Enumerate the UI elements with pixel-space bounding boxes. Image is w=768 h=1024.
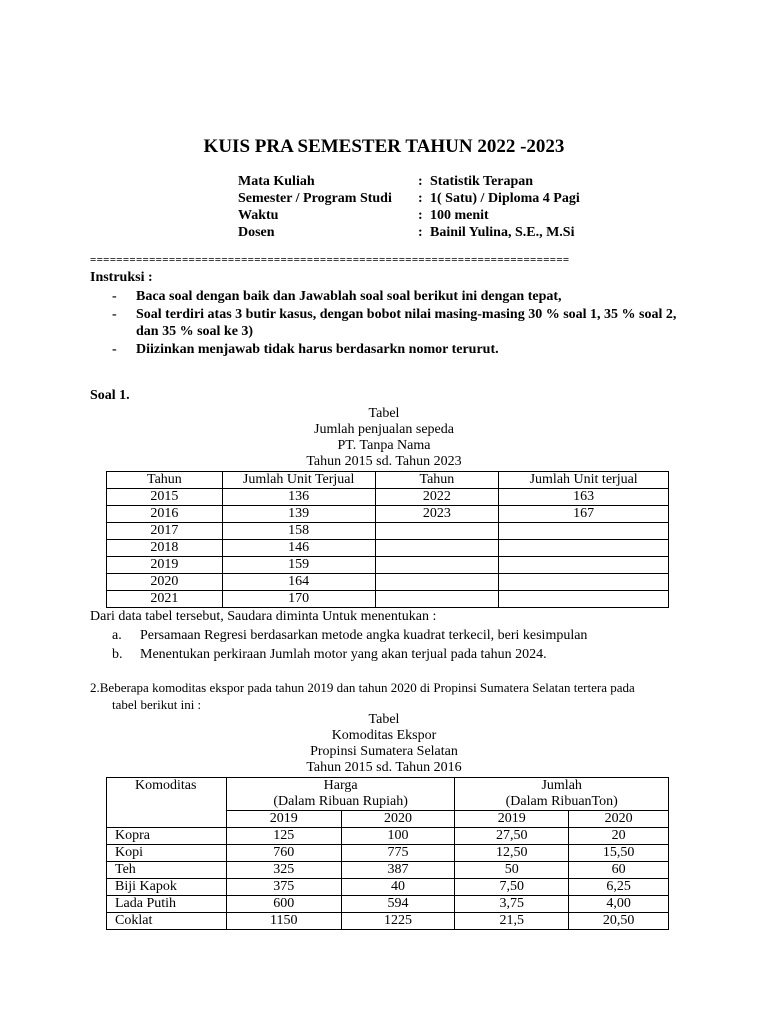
table-cell: 15,50 xyxy=(569,845,669,862)
table-cell: 4,00 xyxy=(569,896,669,913)
course-info-colon: : xyxy=(418,225,423,240)
table-cell: 170 xyxy=(222,591,375,608)
table-cell: 2022 xyxy=(375,489,499,506)
table1-header: Jumlah Unit Terjual xyxy=(222,472,375,489)
course-info-label: Dosen xyxy=(238,225,275,240)
instruction-item xyxy=(112,341,682,359)
table1-header: Tahun xyxy=(107,472,223,489)
table-cell: 1150 xyxy=(226,913,341,930)
course-info-colon: : xyxy=(418,191,423,206)
commodity-name: Biji Kapok xyxy=(107,879,227,896)
table-row xyxy=(107,828,669,845)
course-info-value: 1( Satu) / Diploma 4 Pagi xyxy=(430,191,580,206)
course-info xyxy=(238,173,580,241)
table-cell: 7,50 xyxy=(455,879,569,896)
table1-caption-line-2: Jumlah penjualan sepeda xyxy=(314,422,454,437)
separator-line: ========================================================================= xyxy=(90,254,570,266)
table-cell xyxy=(499,523,669,540)
soal2-intro-line-2: tabel berikut ini : xyxy=(112,697,202,712)
table-cell xyxy=(375,540,499,557)
table-cell: 40 xyxy=(341,879,455,896)
table-row xyxy=(107,540,669,557)
table1-header: Jumlah Unit terjual xyxy=(499,472,669,489)
table-cell: 6,25 xyxy=(569,879,669,896)
table2-caption-line-4: Tahun 2015 sd. Tahun 2016 xyxy=(306,760,462,775)
course-info-label: Mata Kuliah xyxy=(238,174,315,189)
task-text: Persamaan Regresi berdasarkan metode angka kuadrat terkecil, beri kesimpulan xyxy=(140,628,588,643)
course-info-label: Semester / Program Studi xyxy=(238,191,392,206)
table-cell: 20 xyxy=(569,828,669,845)
table-cell xyxy=(499,591,669,608)
instruction-text: Baca soal dengan baik dan Jawablah soal soal berikut ini dengan tepat, xyxy=(136,289,562,304)
table1-caption-line-1: Tabel xyxy=(368,406,400,421)
table-cell: 21,5 xyxy=(455,913,569,930)
table-row xyxy=(107,862,669,879)
table-cell: 159 xyxy=(222,557,375,574)
table-cell xyxy=(499,574,669,591)
table-cell: 167 xyxy=(499,506,669,523)
table-cell: 2020 xyxy=(107,574,223,591)
course-info-row xyxy=(238,207,580,224)
commodity-name: Teh xyxy=(107,862,227,879)
table-cell: 760 xyxy=(226,845,341,862)
instructions-list xyxy=(112,288,682,358)
table-cell: 2016 xyxy=(107,506,223,523)
table2-year-header: 2020 xyxy=(341,811,455,828)
course-info-label: Waktu xyxy=(238,208,279,223)
table-row xyxy=(107,879,669,896)
course-info-row xyxy=(238,224,580,241)
course-info-value: Statistik Terapan xyxy=(430,174,534,189)
course-info-colon: : xyxy=(418,174,423,189)
task-item xyxy=(112,645,712,664)
commodity-name: Kopi xyxy=(107,845,227,862)
table-cell: 600 xyxy=(226,896,341,913)
table-cell: 375 xyxy=(226,879,341,896)
course-info-value: 100 menit xyxy=(430,208,489,223)
task-marker: a. xyxy=(112,628,122,643)
course-info-value: Bainil Yulina, S.E., M.Si xyxy=(430,225,575,240)
table-row xyxy=(107,913,669,930)
table-cell xyxy=(375,557,499,574)
course-info-row xyxy=(238,173,580,190)
table-cell: 2017 xyxy=(107,523,223,540)
table-cell: 2021 xyxy=(107,591,223,608)
table-cell: 2018 xyxy=(107,540,223,557)
table-cell: 387 xyxy=(341,862,455,879)
table-cell: 163 xyxy=(499,489,669,506)
table-cell: 2023 xyxy=(375,506,499,523)
table-cell xyxy=(499,540,669,557)
table-cell: 3,75 xyxy=(455,896,569,913)
instruction-item xyxy=(112,306,682,341)
table-cell: 2015 xyxy=(107,489,223,506)
table1-caption-line-3: PT. Tanpa Nama xyxy=(337,438,431,453)
soal1-prompt: Dari data tabel tersebut, Saudara diminta Untuk menentukan : xyxy=(90,609,437,624)
table-row xyxy=(107,557,669,574)
table2-caption-line-1: Tabel xyxy=(368,712,400,727)
table-cell xyxy=(375,523,499,540)
export-table xyxy=(106,777,669,930)
table2-caption-line-3: Propinsi Sumatera Selatan xyxy=(310,744,458,759)
bullet-dash: - xyxy=(112,289,117,304)
table2-year-header: 2020 xyxy=(569,811,669,828)
table-cell: 27,50 xyxy=(455,828,569,845)
table2-header-harga xyxy=(226,778,455,811)
table-cell: 50 xyxy=(455,862,569,879)
commodity-name: Kopra xyxy=(107,828,227,845)
soal1-heading: Soal 1. xyxy=(90,388,130,403)
table-row xyxy=(107,845,669,862)
table-cell: 775 xyxy=(341,845,455,862)
table-row xyxy=(107,574,669,591)
table-cell: 158 xyxy=(222,523,375,540)
commodity-name: Coklat xyxy=(107,913,227,930)
harga-unit: (Dalam Ribuan Rupiah) xyxy=(273,794,408,809)
table2-header-komoditas: Komoditas xyxy=(107,778,227,828)
jumlah-unit: (Dalam RibuanTon) xyxy=(505,794,618,809)
table-cell: 594 xyxy=(341,896,455,913)
table-cell: 325 xyxy=(226,862,341,879)
table-row xyxy=(107,896,669,913)
table-cell: 1225 xyxy=(341,913,455,930)
table2-year-header: 2019 xyxy=(455,811,569,828)
course-info-colon: : xyxy=(418,208,423,223)
table-cell: 100 xyxy=(341,828,455,845)
instruction-text: Soal terdiri atas 3 butir kasus, dengan bobot nilai masing-masing 30 % soal 1, 35 % soal 2, dan 35 % soal ke 3) xyxy=(136,306,677,339)
table2-header-jumlah xyxy=(455,778,669,811)
soal2-intro-line-1: 2.Beberapa komoditas ekspor pada tahun 2019 dan tahun 2020 di Propinsi Sumatera Selatan tertera pada xyxy=(90,680,635,695)
table-cell: 146 xyxy=(222,540,375,557)
table1-header: Tahun xyxy=(375,472,499,489)
table-cell: 125 xyxy=(226,828,341,845)
table-cell: 20,50 xyxy=(569,913,669,930)
sales-table xyxy=(106,471,669,608)
table-cell: 164 xyxy=(222,574,375,591)
harga-label: Harga xyxy=(323,778,358,793)
table-cell: 2019 xyxy=(107,557,223,574)
table-row xyxy=(107,506,669,523)
instructions-heading: Instruksi : xyxy=(90,270,153,285)
task-marker: b. xyxy=(112,647,123,662)
instruction-item xyxy=(112,288,682,306)
jumlah-label: Jumlah xyxy=(541,778,582,793)
table-row xyxy=(107,591,669,608)
table-cell xyxy=(499,557,669,574)
table2-year-header: 2019 xyxy=(226,811,341,828)
bullet-dash: - xyxy=(112,306,117,322)
commodity-name: Lada Putih xyxy=(107,896,227,913)
task-item xyxy=(112,626,712,645)
table-cell: 136 xyxy=(222,489,375,506)
table-row xyxy=(107,523,669,540)
soal1-task-list xyxy=(112,626,712,664)
table-cell: 60 xyxy=(569,862,669,879)
table2-caption-line-2: Komoditas Ekspor xyxy=(331,728,437,743)
table-cell: 12,50 xyxy=(455,845,569,862)
table-cell xyxy=(375,574,499,591)
bullet-dash: - xyxy=(112,341,117,357)
task-text: Menentukan perkiraan Jumlah motor yang akan terjual pada tahun 2024. xyxy=(140,647,547,662)
course-info-row xyxy=(238,190,580,207)
page-title: KUIS PRA SEMESTER TAHUN 2022 -2023 xyxy=(203,136,565,157)
table-cell xyxy=(375,591,499,608)
table-row xyxy=(107,489,669,506)
table-cell: 139 xyxy=(222,506,375,523)
table1-caption-line-4: Tahun 2015 sd. Tahun 2023 xyxy=(306,454,462,469)
instruction-text: Diizinkan menjawab tidak harus berdasarkn nomor terurut. xyxy=(136,341,499,357)
